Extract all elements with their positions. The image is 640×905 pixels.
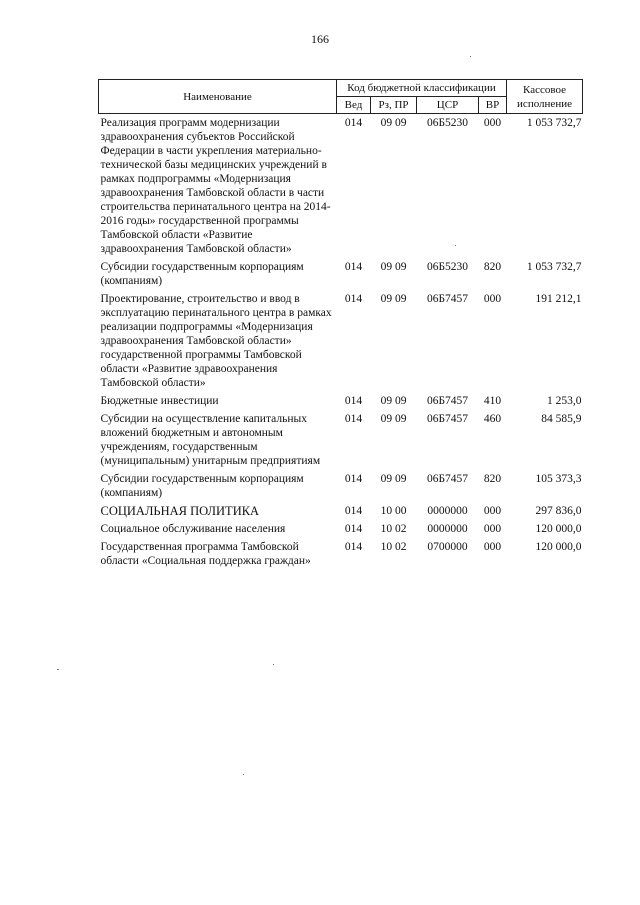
row-amount: 105 373,3 — [535, 473, 582, 485]
scan-speck — [273, 664, 274, 665]
scan-speck — [57, 669, 59, 670]
table-row — [99, 502, 583, 520]
row-amount: 1 253,0 — [547, 395, 582, 407]
row-rz-pr: 09 09 — [380, 473, 407, 485]
header-ved: Вед — [337, 97, 371, 114]
row-name: Бюджетные инвестиции — [100, 395, 219, 407]
row-vr: 460 — [483, 413, 502, 425]
row-name: Государственная программа Тамбовской области «Социальная поддержка граждан» — [100, 541, 311, 567]
row-name: Субсидии на осуществление капитальных вложений бюджетным и автономным учреждениям, государственным (муниципальным) унитарным предприятиям — [100, 413, 321, 467]
row-rz-pr: 10 00 — [380, 505, 407, 517]
header-code-group: Код бюджетной классификации — [337, 80, 507, 97]
row-vr: 000 — [483, 505, 502, 517]
table-row — [99, 520, 583, 538]
row-name: Реализация программ модернизации здравоохранения субъектов Российской Федерации в части укрепления материально-технической базы медицинских учреждений в рамках подпрограммы «Модернизация здравоохранения Тамбовской области в части строительства перинатального центра на 2014-2016 годы» государственной программы Тамбовской области «Развитие здравоохранения Тамбовской области» — [100, 117, 331, 255]
row-csr: 0000000 — [427, 505, 468, 517]
table-row — [99, 290, 583, 392]
header-execution — [507, 80, 583, 114]
row-rz-pr: 09 09 — [380, 293, 407, 305]
row-ved: 014 — [344, 117, 363, 129]
row-ved: 014 — [344, 505, 363, 517]
page-number: 166 — [311, 32, 329, 46]
scan-speck — [243, 774, 244, 775]
row-vr: 000 — [483, 523, 502, 535]
row-csr: 0000000 — [427, 523, 468, 535]
row-name: Социальное обслуживание населения — [100, 523, 286, 535]
row-vr: 000 — [483, 541, 502, 553]
row-vr: 000 — [483, 293, 502, 305]
row-csr: 06Б7457 — [426, 473, 469, 485]
row-amount: 1 053 732,7 — [526, 117, 582, 129]
table-row — [99, 538, 583, 570]
row-name: СОЦИАЛЬНАЯ ПОЛИТИКА — [100, 504, 260, 518]
row-ved: 014 — [344, 261, 363, 273]
row-amount: 191 212,1 — [535, 293, 582, 305]
row-ved: 014 — [344, 413, 363, 425]
scan-speck — [470, 56, 471, 57]
table-row — [99, 410, 583, 470]
row-vr: 410 — [483, 395, 502, 407]
row-vr: 820 — [483, 473, 502, 485]
row-csr: 06Б7457 — [426, 413, 469, 425]
row-amount: 120 000,0 — [535, 541, 582, 553]
row-name: Проектирование, строительство и ввод в эксплуатацию перинатального центра в рамках реализации подпрограммы «Модернизация здравоохранения Тамбовской области» государственной программы Тамбовской области «Развитие здравоохранения Тамбовской области» — [100, 293, 332, 389]
header-vr: ВР — [479, 97, 507, 114]
row-csr: 06Б7457 — [426, 395, 469, 407]
row-ved: 014 — [344, 395, 363, 407]
row-vr: 820 — [483, 261, 502, 273]
header-execution-line2: исполнение — [517, 97, 572, 110]
row-rz-pr: 09 09 — [380, 413, 407, 425]
header-name: Наименование — [99, 80, 337, 114]
row-csr: 06Б5230 — [426, 117, 469, 129]
row-amount: 84 585,9 — [541, 413, 582, 425]
header-csr: ЦСР — [417, 97, 479, 114]
row-rz-pr: 10 02 — [380, 523, 407, 535]
table-row — [99, 470, 583, 502]
row-rz-pr: 09 09 — [380, 117, 407, 129]
row-rz-pr: 10 02 — [380, 541, 407, 553]
table-row — [99, 258, 583, 290]
table-row — [99, 114, 583, 259]
row-csr: 06Б5230 — [426, 261, 469, 273]
row-ved: 014 — [344, 541, 363, 553]
header-execution-line1: Кассовое — [523, 83, 566, 96]
budget-table — [98, 79, 583, 570]
row-rz-pr: 09 09 — [380, 261, 407, 273]
row-amount: 120 000,0 — [535, 523, 582, 535]
header-rz-pr: Рз, ПР — [371, 97, 417, 114]
row-rz-pr: 09 09 — [380, 395, 407, 407]
row-ved: 014 — [344, 293, 363, 305]
row-ved: 014 — [344, 473, 363, 485]
row-ved: 014 — [344, 523, 363, 535]
row-amount: 297 836,0 — [535, 505, 582, 517]
scan-speck — [455, 245, 456, 246]
table-row — [99, 392, 583, 410]
row-amount: 1 053 732,7 — [526, 261, 582, 273]
row-name: Субсидии государственным корпорациям (компаниям) — [100, 261, 304, 287]
row-csr: 0700000 — [427, 541, 468, 553]
row-name: Субсидии государственным корпорациям (компаниям) — [100, 473, 304, 499]
row-vr: 000 — [483, 117, 502, 129]
row-csr: 06Б7457 — [426, 293, 469, 305]
